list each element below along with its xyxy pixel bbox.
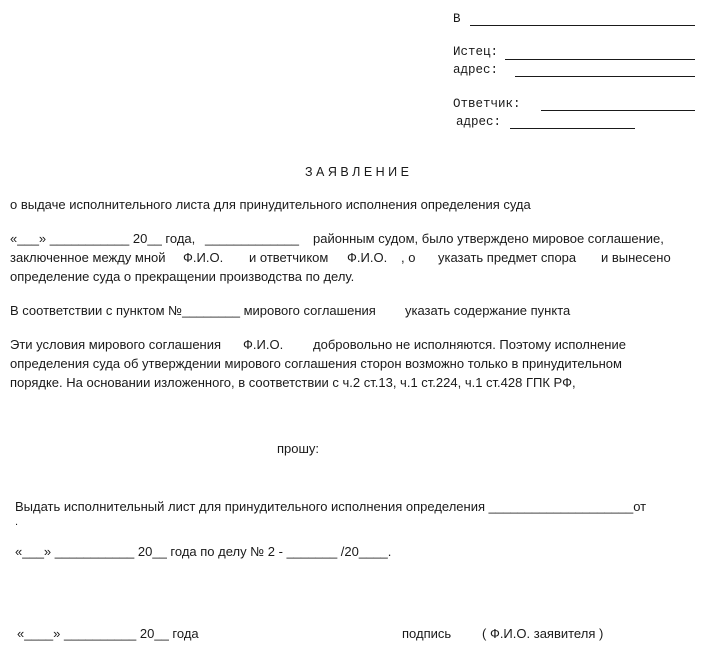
para1-fio-plaintiff: Ф.И.О. xyxy=(183,250,224,265)
request-line2: «___» ___________ 20__ года по делу № 2 - _______ /20____. xyxy=(15,544,392,559)
para1-line2-c: , о xyxy=(401,250,416,265)
request-line1: Выдать исполнительный лист для принудительного исполнения определения ____________________от xyxy=(15,499,647,514)
request-dot: . xyxy=(15,516,19,528)
para3-line2: определения суда об утверждении мирового соглашения сторон возможно только в принудительном xyxy=(10,356,622,371)
para3-line1-a: Эти условия мирового соглашения xyxy=(10,337,222,352)
para1-date: «___» ___________ 20__ года, xyxy=(10,231,196,246)
court-name-line xyxy=(470,25,695,26)
para1-line3: определение суда о прекращении производства по делу. xyxy=(10,269,355,284)
plaintiff-label: Истец: xyxy=(453,45,499,59)
document-subtitle: о выдаче исполнительного листа для принудительного исполнения определения суда xyxy=(10,197,531,212)
para2-clause-placeholder: указать содержание пункта xyxy=(405,303,571,318)
defendant-address-line xyxy=(510,128,635,129)
footer-applicant-name: ( Ф.И.О. заявителя ) xyxy=(482,626,604,641)
para1-line1-rest: районным судом, было утверждено мировое соглашение, xyxy=(313,231,664,246)
para1-subject-placeholder: указать предмет спора xyxy=(438,250,577,265)
defendant-label: Ответчик: xyxy=(453,97,521,111)
para1-court-blank: _____________ xyxy=(205,231,299,246)
para1-line2-a: заключенное между мной xyxy=(10,250,166,265)
plaintiff-name-line xyxy=(505,59,695,60)
para3-line1-b: добровольно не исполняются. Поэтому исполнение xyxy=(313,337,626,352)
para1-line2-e: и вынесено xyxy=(601,250,671,265)
to-label: В xyxy=(453,12,461,26)
footer-date: «____» __________ 20__ года xyxy=(17,626,199,641)
defendant-address-label: адрес: xyxy=(456,115,502,129)
plaintiff-address-line xyxy=(515,76,695,77)
document-title: З А Я В Л Е Н И Е xyxy=(305,165,409,179)
plaintiff-address-label: адрес: xyxy=(453,63,499,77)
para1-fio-defendant: Ф.И.О. xyxy=(347,250,388,265)
para3-line3: порядке. На основании изложенного, в соответствии с ч.2 ст.13, ч.1 ст.224, ч.1 ст.428 ГПК РФ, xyxy=(10,375,576,390)
para1-line2-b: и ответчиком xyxy=(249,250,329,265)
defendant-name-line xyxy=(541,110,695,111)
request-heading: прошу: xyxy=(277,441,320,456)
para2-a: В соответствии с пунктом №________ мирового соглашения xyxy=(10,303,376,318)
footer-signature: подпись xyxy=(402,626,452,641)
para3-fio: Ф.И.О. xyxy=(243,337,284,352)
